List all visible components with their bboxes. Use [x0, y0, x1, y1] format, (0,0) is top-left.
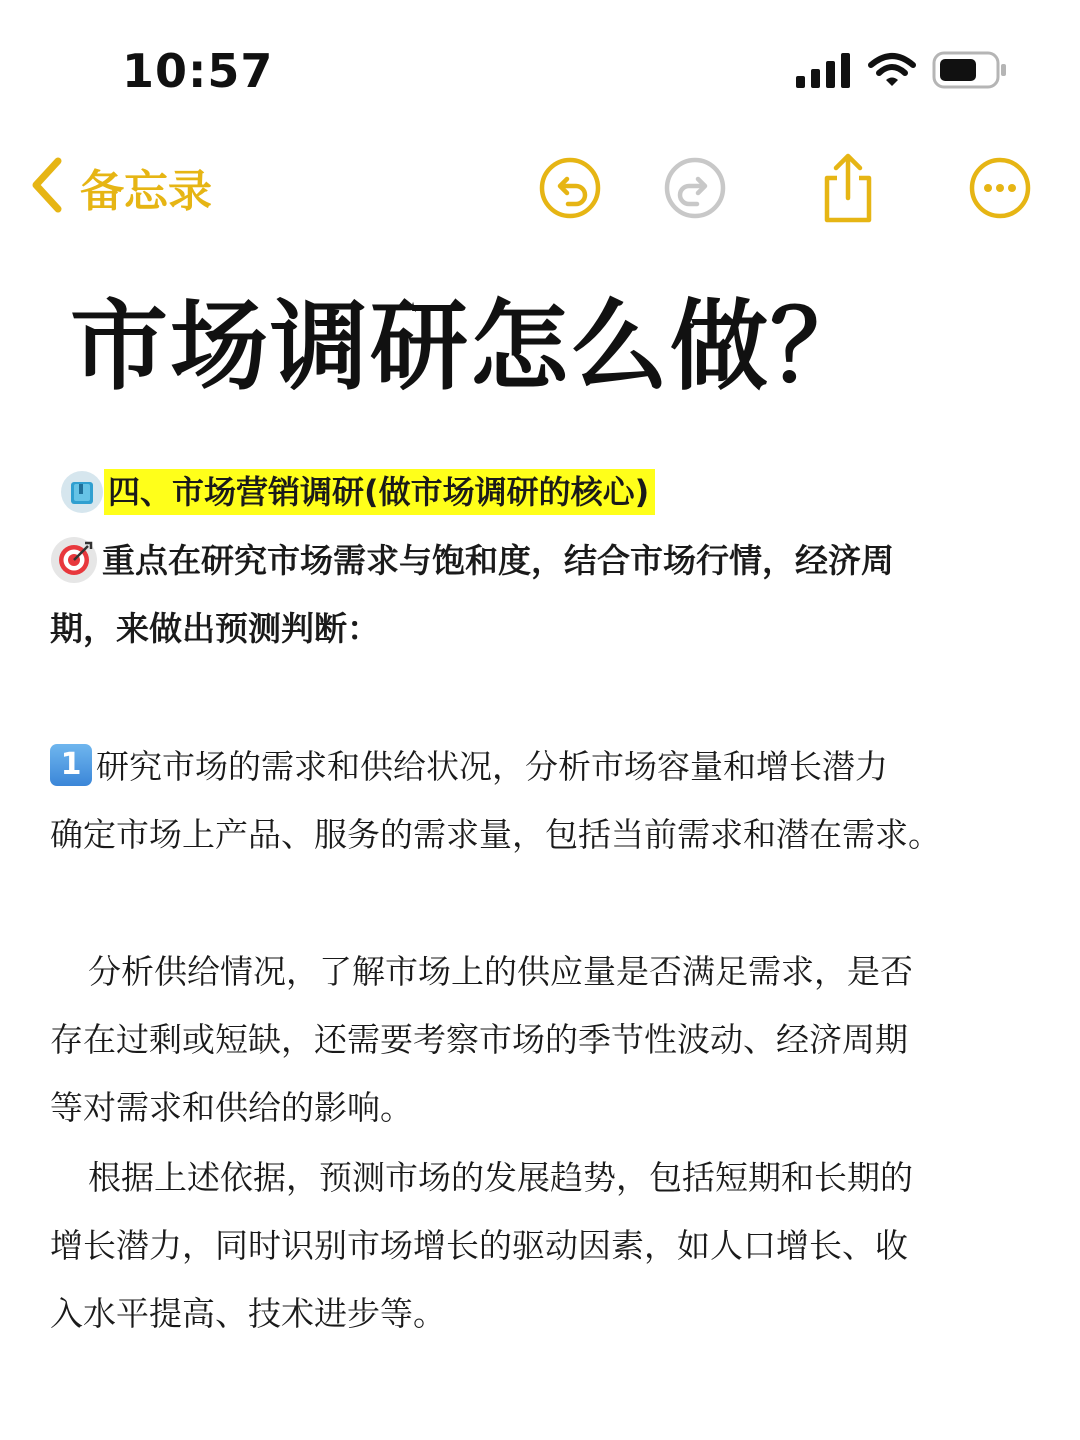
point-1-line-2: 确定市场上产品、服务的需求量，包括当前需求和潜在需求。 — [50, 815, 941, 854]
more-button[interactable] — [965, 155, 1035, 225]
point-1-line-1 — [50, 733, 1050, 801]
trend-line-3: 入水平提高、技术进步等。 — [50, 1294, 446, 1333]
nav-bar — [0, 150, 1080, 240]
chevron-left-icon — [28, 155, 64, 219]
book-icon — [60, 470, 104, 514]
intro-line-1-text: 重点在研究市场需求与饱和度，结合市场行情，经济周 — [102, 541, 894, 580]
point-1-line-1-text: 研究市场的需求和供给状况，分析市场容量和增长潜力 — [96, 747, 888, 786]
redo-icon — [662, 155, 728, 225]
supply-line-3: 等对需求和供给的影响。 — [50, 1088, 413, 1127]
signal-icon — [796, 52, 852, 92]
trend-paragraph — [50, 1144, 1050, 1348]
share-icon — [815, 152, 881, 228]
intro-line-1 — [50, 527, 1050, 595]
status-bar — [0, 0, 1080, 140]
back-button[interactable] — [28, 155, 212, 219]
point-1-paragraph — [50, 733, 1050, 869]
note-title: 市场调研怎么做？ — [70, 290, 871, 404]
status-icons — [796, 50, 1008, 94]
status-time: 10:57 — [122, 44, 274, 98]
intro-line-2: 期，来做出预测判断： — [50, 609, 380, 648]
supply-line-2: 存在过剩或短缺，还需要考察市场的季节性波动、经济周期 — [50, 1020, 908, 1059]
supply-paragraph — [50, 938, 1050, 1142]
undo-icon — [537, 155, 603, 225]
wifi-icon — [868, 52, 916, 92]
target-icon — [50, 536, 98, 584]
redo-button[interactable] — [660, 155, 730, 225]
undo-button[interactable] — [535, 155, 605, 225]
intro-paragraph — [50, 527, 1050, 663]
share-button[interactable] — [813, 155, 883, 225]
section-heading — [60, 468, 655, 516]
back-label: 备忘录 — [80, 166, 212, 217]
trend-line-2: 增长潜力，同时识别市场增长的驱动因素，如人口增长、收 — [50, 1226, 908, 1265]
more-icon — [967, 155, 1033, 225]
battery-icon — [932, 51, 1008, 93]
trend-line-1: 根据上述依据，预测市场的发展趋势，包括短期和长期的 — [88, 1158, 913, 1197]
number-1-badge: 1 — [50, 744, 92, 786]
section-heading-text: 四、市场营销调研(做市场调研的核心) — [104, 469, 655, 515]
supply-line-1: 分析供给情况，了解市场上的供应量是否满足需求，是否 — [88, 952, 913, 991]
